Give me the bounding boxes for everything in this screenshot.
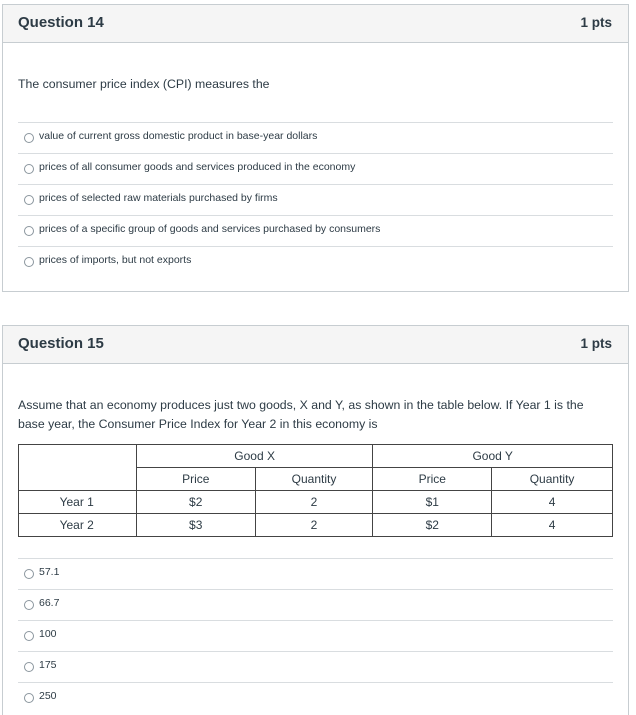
answer-label[interactable]: prices of all consumer goods and services produced in the economy <box>39 161 356 173</box>
radio-button[interactable] <box>24 600 34 610</box>
answer-option[interactable] <box>18 184 613 215</box>
table-cell: $2 <box>373 514 492 537</box>
question-header <box>3 5 628 43</box>
answer-label[interactable]: 250 <box>39 690 57 702</box>
table-header-good-y: Good Y <box>373 445 613 468</box>
answer-option[interactable] <box>18 682 613 713</box>
answer-list <box>18 122 613 277</box>
answer-option[interactable] <box>18 651 613 682</box>
table-cell: $1 <box>373 491 492 514</box>
question-title: Question 14 <box>18 14 104 31</box>
answer-option[interactable] <box>18 122 613 153</box>
question-points: 1 pts <box>580 336 612 351</box>
table-cell: $2 <box>136 491 255 514</box>
table-row-label: Year 2 <box>19 514 137 537</box>
question-15 <box>2 325 629 715</box>
radio-button[interactable] <box>24 195 34 205</box>
answer-label[interactable]: 100 <box>39 628 57 640</box>
table-row-label: Year 1 <box>19 491 137 514</box>
table-cell: 4 <box>492 491 613 514</box>
answer-option[interactable] <box>18 153 613 184</box>
radio-button[interactable] <box>24 662 34 672</box>
table-cell: 2 <box>255 491 373 514</box>
table-header: Quantity <box>255 468 373 491</box>
answer-label[interactable]: prices of selected raw materials purchased by firms <box>39 192 278 204</box>
answer-option[interactable] <box>18 558 613 589</box>
table-header: Price <box>373 468 492 491</box>
question-title: Question 15 <box>18 335 104 352</box>
table-cell <box>19 468 137 491</box>
question-text: The consumer price index (CPI) measures the <box>18 77 270 91</box>
radio-button[interactable] <box>24 693 34 703</box>
radio-button[interactable] <box>24 631 34 641</box>
answer-label[interactable]: 66.7 <box>39 597 60 609</box>
answer-label[interactable]: prices of a specific group of goods and services purchased by consumers <box>39 223 381 235</box>
table-cell <box>19 445 137 468</box>
answer-option[interactable] <box>18 246 613 277</box>
question-points: 1 pts <box>580 15 612 30</box>
table-cell: 2 <box>255 514 373 537</box>
table-row <box>19 491 613 514</box>
table-header: Quantity <box>492 468 613 491</box>
table-cell: 4 <box>492 514 613 537</box>
answer-label[interactable]: 175 <box>39 659 57 671</box>
table-row <box>19 445 613 468</box>
table-cell: $3 <box>136 514 255 537</box>
goods-table <box>18 444 613 537</box>
radio-button[interactable] <box>24 164 34 174</box>
answer-label[interactable]: 57.1 <box>39 566 60 578</box>
answer-list <box>18 558 613 713</box>
answer-label[interactable]: value of current gross domestic product in base-year dollars <box>39 130 318 142</box>
radio-button[interactable] <box>24 226 34 236</box>
question-14 <box>2 4 629 292</box>
radio-button[interactable] <box>24 569 34 579</box>
answer-label[interactable]: prices of imports, but not exports <box>39 254 192 266</box>
radio-button[interactable] <box>24 257 34 267</box>
question-header <box>3 326 628 364</box>
table-row <box>19 514 613 537</box>
answer-option[interactable] <box>18 215 613 246</box>
radio-button[interactable] <box>24 133 34 143</box>
answer-option[interactable] <box>18 620 613 651</box>
table-header: Price <box>136 468 255 491</box>
table-row <box>19 468 613 491</box>
answer-option[interactable] <box>18 589 613 620</box>
table-header-good-x: Good X <box>136 445 373 468</box>
question-text: Assume that an economy produces just two goods, X and Y, as shown in the table below. If Year 1 is the base year, the Consumer Price Index for Year 2 in this economy is <box>18 398 584 431</box>
